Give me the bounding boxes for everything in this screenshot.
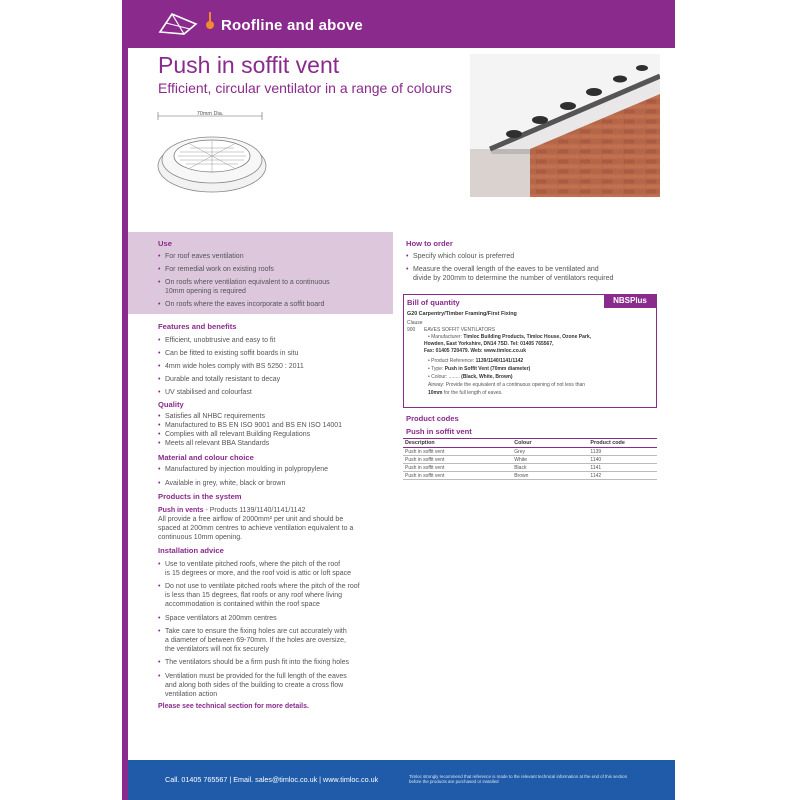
- features-item: • Efficient, unobtrusive and easy to fit: [158, 336, 275, 345]
- use-item: • For roof eaves ventilation: [158, 252, 244, 261]
- table-row: Push in soffit vent Grey 1139: [403, 448, 657, 456]
- material-heading: Material and colour choice: [158, 453, 254, 462]
- bill-colour: • Colour: ........ (Black, White, Brown): [428, 374, 513, 380]
- system-product-refs: - Products 1139/1140/1141/1142: [203, 507, 306, 514]
- installation-item-continuation: accommodation is contained within the roof space: [165, 601, 320, 608]
- installation-item-continuation: and along both sides of the building to create a cross flow: [165, 682, 344, 689]
- table-row: Push in soffit vent White 1140: [403, 456, 657, 464]
- page-title: Push in soffit vent: [158, 52, 340, 78]
- installation-item: • Use to ventilate pitched roofs, where the pitch of the roof: [158, 560, 340, 569]
- bill-clause-label: Clause: [407, 320, 423, 326]
- how-to-order-item-continuation: divide by 200mm to determine the number of ventilators required: [413, 275, 614, 282]
- material-item: • Available in grey, white, black or brown: [158, 479, 285, 488]
- use-item: • On roofs where ventilation equivalent to a continuous: [158, 278, 330, 287]
- bill-section: G20 Carpentry/Timber Framing/First Fixing: [407, 311, 517, 317]
- use-heading: Use: [158, 239, 172, 248]
- installation-item: • Take care to ensure the fixing holes are cut accurately with: [158, 627, 347, 636]
- features-heading: Features and benefits: [158, 322, 237, 331]
- roof-icon: [158, 10, 198, 36]
- bill-product-reference: • Product Reference: 1139/1140/1141/1142: [428, 358, 524, 364]
- nbs-plus-logo: NBSPlus: [604, 294, 656, 308]
- use-item: • On roofs where the eaves incorporate a soffit board: [158, 300, 324, 309]
- bill-manufacturer-line: Howden, East Yorkshire, DN14 7SD. Tel: 01405 765567,: [424, 341, 554, 347]
- installation-heading: Installation advice: [158, 546, 224, 555]
- installation-item: • Space ventilators at 200mm centres: [158, 614, 277, 623]
- material-item: • Manufactured by injection moulding in polypropylene: [158, 465, 328, 474]
- features-item: • Durable and totally resistant to decay: [158, 375, 280, 384]
- features-item: • UV stabilised and colourfast: [158, 388, 252, 397]
- bill-type: • Type: Push in Soffit Vent (70mm diameter): [428, 366, 531, 372]
- quality-item: • Complies with all relevant Building Regulations: [158, 430, 310, 439]
- column-header: Product code: [588, 439, 657, 448]
- use-item-continuation: 10mm opening is required: [165, 288, 246, 295]
- bill-manufacturer-line: Fax: 01405 720479. Web: www.timloc.co.uk: [424, 348, 526, 354]
- page-edge-stripe: [122, 0, 128, 800]
- installation-item-continuation: is 15 degrees or more, and the roof void is attic or loft space: [165, 570, 351, 577]
- footer-contact: Call. 01405 765567 | Email. sales@timloc.co.uk | www.timloc.co.uk: [165, 775, 379, 784]
- product-codes-heading: Product codes: [406, 414, 459, 423]
- table-row: Push in soffit vent Brown 1142: [403, 472, 657, 480]
- footer-note: Timloc strongly recommend that reference is made to the relevant technical information at the end of this section before the products are purchased or installed: [409, 774, 628, 785]
- installation-item: • Do not use to ventilate pitched roofs where the pitch of the roof: [158, 582, 360, 591]
- bill-clause-title: EAVES SOFFIT VENTILATORS: [424, 327, 496, 333]
- features-item: • Can be fitted to existing soffit boards in situ: [158, 349, 298, 358]
- system-text: continuous 10mm opening.: [158, 534, 243, 541]
- bill-heading: Bill of quantity: [407, 298, 460, 307]
- bill-airway-continuation: 10mm for the full length of eaves.: [428, 390, 503, 396]
- how-to-order-heading: How to order: [406, 239, 453, 248]
- system-text: spaced at 200mm centres to achieve ventilation equivalent to a: [158, 525, 354, 532]
- installation-item: • Ventilation must be provided for the full length of the eaves: [158, 672, 347, 681]
- table-row: Push in soffit vent Black 1141: [403, 464, 657, 472]
- system-heading: Products in the system: [158, 492, 242, 501]
- system-text: All provide a free airflow of 2000mm² per unit and should be: [158, 516, 344, 523]
- page-subtitle: Efficient, circular ventilator in a range of colours: [158, 80, 452, 96]
- table-header-row: [403, 439, 657, 448]
- quality-item: • Meets all relevant BBA Standards: [158, 439, 269, 448]
- dimension-label: 70mm Dia.: [196, 111, 224, 117]
- system-product-name: Push in vents: [158, 507, 204, 514]
- column-header: Description: [403, 439, 512, 448]
- section-title: Roofline and above: [221, 17, 363, 34]
- how-to-order-item: • Specify which colour is preferred: [406, 252, 514, 261]
- header-marker-dot: [206, 21, 214, 29]
- installation-item-continuation: is less than 15 degrees, flat roofs or any roof where living: [165, 592, 343, 599]
- bill-manufacturer: • Manufacturer: Timloc Building Products, Timloc House, Ozone Park,: [428, 334, 592, 340]
- product-codes-table: [403, 438, 657, 480]
- installation-item: • The ventilators should be a firm push fit into the fixing holes: [158, 658, 349, 667]
- use-item: • For remedial work on existing roofs: [158, 265, 274, 274]
- features-item: • 4mm wide holes comply with BS 5250 : 2011: [158, 362, 304, 371]
- column-header: Colour: [512, 439, 588, 448]
- system-product-line: [158, 506, 305, 515]
- soffit-vent-drawing: [150, 108, 280, 198]
- bill-clause-code: 900: [407, 327, 416, 333]
- bill-airway: Airway: Provide the equivalent of a continuous opening of not less than: [428, 382, 586, 388]
- installation-item-continuation: the ventilators will not fix securely: [165, 646, 269, 653]
- installation-item-continuation: ventilation action: [165, 691, 218, 698]
- eaves-photo: [470, 54, 660, 197]
- quality-heading: Quality: [158, 400, 184, 409]
- quality-item: • Satisfies all NHBC requirements: [158, 412, 265, 421]
- technical-note: Please see technical section for more details.: [158, 703, 309, 710]
- installation-item-continuation: a diameter of between 69-70mm. If the holes are oversize,: [165, 637, 346, 644]
- product-codes-subheading: Push in soffit vent: [406, 427, 472, 436]
- quality-item: • Manufactured to BS EN ISO 9001 and BS EN ISO 14001: [158, 421, 342, 430]
- how-to-order-item: • Measure the overall length of the eaves to be ventilated and: [406, 265, 599, 274]
